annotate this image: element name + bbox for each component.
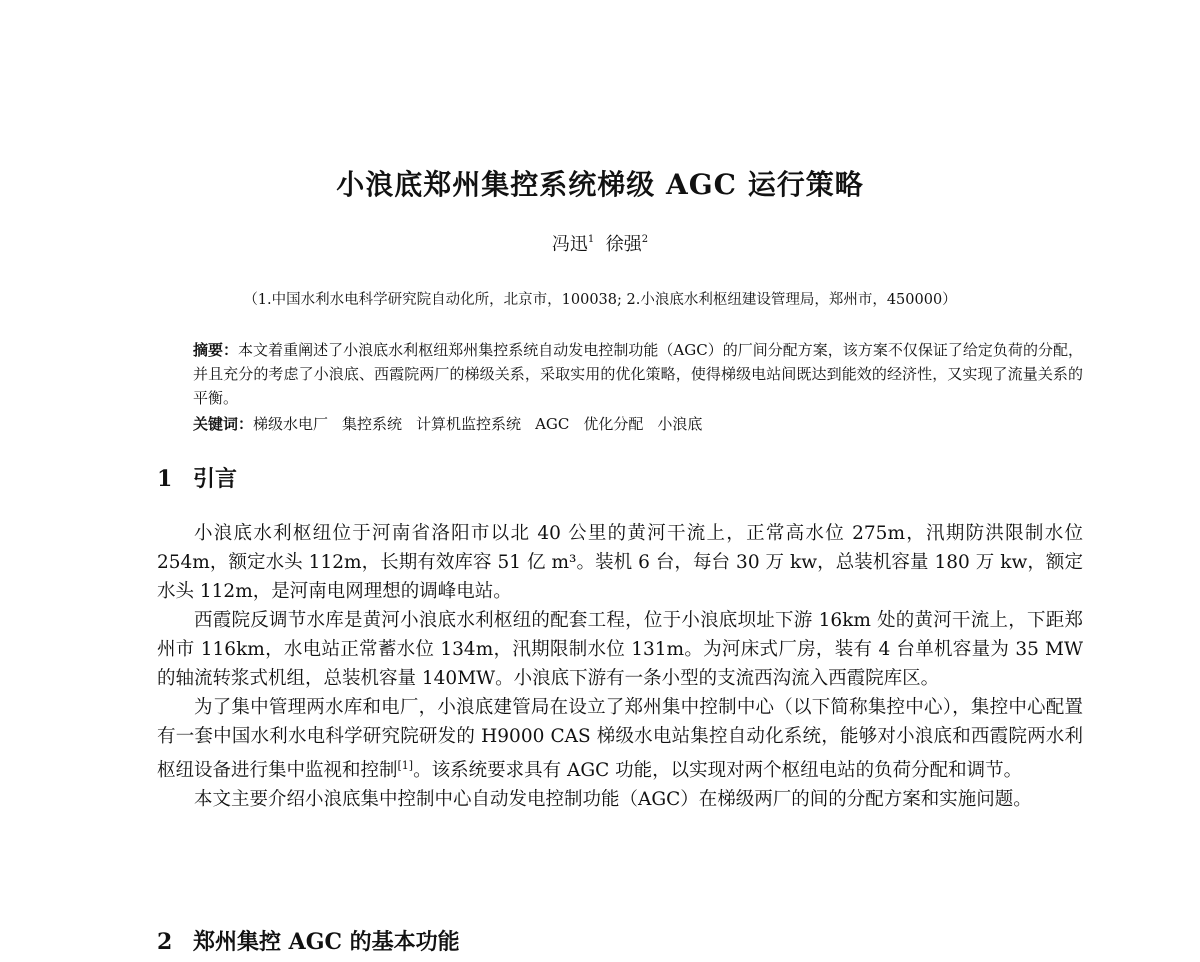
section-title: 引言 xyxy=(193,466,238,492)
citation-ref: [1] xyxy=(397,759,414,772)
keywords xyxy=(193,412,1083,436)
paragraph: 西霞院反调节水库是黄河小浪底水利枢纽的配套工程，位于小浪底坝址下游 16km 处的黄河干流上，下距郑州市 116km，水电站正常蓄水位 134m，汛期限制水位 131m。为河床式厂房，装有 4 台单机容量为 35 MW 的轴流转浆式机组，总装机容量 140MW。小浪底下游有一条小型的支流西沟流入西霞院库区。 xyxy=(157,610,1083,689)
keyword: 计算机监控系统 xyxy=(416,415,522,433)
section-heading-1 xyxy=(157,462,237,493)
paragraph-text: 。该系统要求具有 AGC 功能，以实现对两个枢纽电站的负荷分配和调节。 xyxy=(413,760,1023,781)
paragraph xyxy=(157,693,1083,785)
keywords-label: 关键词： xyxy=(193,415,254,433)
affiliations: （1.中国水利水电科学研究院自动化所，北京市，100038; 2.小浪底水利枢纽建设管理局，郑州市，450000） xyxy=(243,292,957,308)
section-1-body xyxy=(157,519,1083,814)
abstract-label: 摘要： xyxy=(193,341,239,359)
author-line xyxy=(0,230,1200,256)
keyword: 优化分配 xyxy=(583,415,644,433)
abstract xyxy=(193,338,1083,410)
section-number: 1 xyxy=(157,466,173,492)
paragraph: 本文主要介绍小浪底集中控制中心自动发电控制功能（AGC）在梯级两厂的间的分配方案和实施问题。 xyxy=(194,789,1032,810)
author-affiliation-mark: 1 xyxy=(587,234,595,245)
abstract-text: 本文着重阐述了小浪底水利枢纽郑州集控系统自动发电控制功能（AGC）的厂间分配方案，该方案不仅保证了给定负荷的分配，并且充分的考虑了小浪底、西霞院两厂的梯级关系，采取实用的优化策略，使得梯级电站间既达到能效的经济性，又实现了流量关系的平衡。 xyxy=(193,341,1083,407)
paper-title: 小浪底郑州集控系统梯级 AGC 运行策略 xyxy=(336,168,864,201)
section-heading-2 xyxy=(157,925,460,956)
section-title: 郑州集控 AGC 的基本功能 xyxy=(193,929,460,955)
paragraph-text: 为了集中管理两水库和电厂，小浪底建管局在设立了郑州集中控制中心（以下简称集控中心），集控中心配置有一套中国水利水电科学研究院研发的 H9000 CAS 梯级水电站集控自动化系统，能够对小浪底和西霞院两水利枢纽设备进行集中监视和控制 xyxy=(157,697,1083,781)
paragraph: 小浪底水利枢纽位于河南省洛阳市以北 40 公里的黄河干流上，正常高水位 275m，汛期防洪限制水位 254m，额定水头 112m，长期有效库容 51 亿 m³。装机 6 台，每台 30 万 kw，总装机容量 180 万 kw，额定水头 112m，是河南电网理想的调峰电站。 xyxy=(157,523,1083,602)
author-affiliation-mark: 2 xyxy=(641,234,649,245)
keyword: 集控系统 xyxy=(342,415,403,433)
author-name: 冯迅 xyxy=(551,234,588,255)
section-number: 2 xyxy=(157,929,173,955)
keyword: 梯级水电厂 xyxy=(253,415,329,433)
keyword: 小浪底 xyxy=(657,415,703,433)
author-name: 徐强 xyxy=(605,234,642,255)
keyword: AGC xyxy=(535,415,570,433)
